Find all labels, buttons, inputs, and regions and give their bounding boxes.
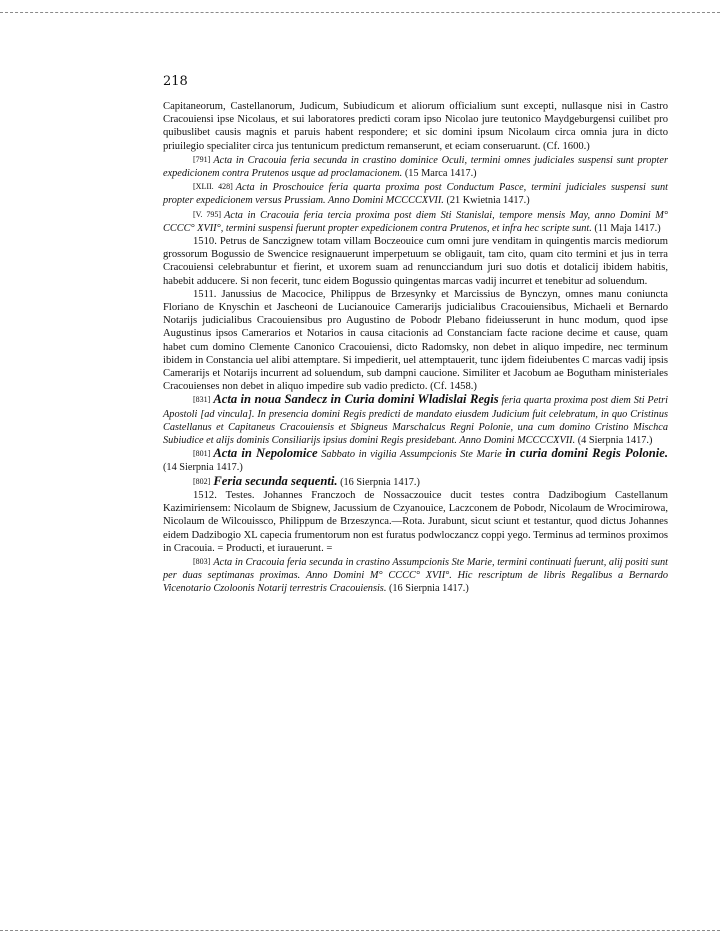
- page-body: [163, 100, 668, 596]
- page-number: 218: [163, 74, 188, 89]
- entry-1511: 1511. Janussius de Macocice, Philippus de Brzesynky et Marcissius de Bynczyn, omnes manu coniuncta Floriano de Knyschin et Jascheoni de Lucianouice Camerarijs judicialibus Cracouiensibus, Michaeli et Bernardo Notarijs judicialibus Cracouiensibus pro Augustino de Pobodr Plebano fideiusserunt in hunc modum, quod ipse Augustinus ipsos Camerarios et Notarios in causa citacionis ad Constanciam facte racione decime et cause, quam habet cum domino Clemente Canonico Cracouiensi, dicto Radomsky, non debet in aliquo impedire, nec terminum ibidem in Constancia uel alibi attemptare. Si impedierit, uel attemptauerit, tunc ijdem fideiubentes C marcas vadij ipsis Camerarijs et Notarijs incurrent ad soluendum, sub dampni caucione. Similiter et Jacobum ae Bogutham ministeriales Cracouienses non debet in aliquo impedire sub vadio predicto. (Cf. 1458.): [163, 288, 668, 393]
- note-802: [802] Feria secunda sequenti. (16 Sierpnia 1417.): [193, 473, 420, 488]
- note-tag: [XLII. 428]: [193, 182, 233, 192]
- scan-edge-bottom: [0, 930, 720, 931]
- note-801: [801] Acta in Nepolomice Sabbato in vigilia Assumpcionis Ste Marie in curia domini Regis Polonie. (14 Sierpnia 1417.): [163, 446, 668, 474]
- entry-1512: 1512. Testes. Johannes Franczoch de Nossaczouice ducit testes contra Dadzibogium Castellanum Kazimiriensem: Nicolaum de Sbignew, Jacussium de Czyanouice, Laczconem de Pobodr, Nicolaum de Wrocimirowa, Nicolaum de Wilcouissco, Philippum de Brzeszynca.—Rota. Jurabunt, sicut sciunt et testantur, quod dictus Johannes eidem Dadzibogio XL capecia frumentorum non est furatus podwloczancz coppi yego. Terminus ad terminos proximos in Cracouia. = Producti, et iurauerunt. =: [163, 489, 668, 554]
- note-791: [791] Acta in Cracouia feria secunda in crastino dominice Oculi, termini omnes judiciales suspensi sunt propter expedicionem contra Prutenos usque ad proclamacionem. (15 Marca 1417.): [163, 154, 668, 180]
- note-tag: [802]: [193, 476, 211, 486]
- note-831: [831] Acta in noua Sandecz in Curia domini Wladislai Regis feria quarta proxima post diem Sti Petri Apostoli [ad vincula]. In presencia domini Regis predicti de mandato eiusdem Judicium fuit celebratum, in quo Cristinus Castellanus et Capitaneus Cracouiensis et Sbigneus Marschalcus Regni Polonie, una cum domino Cristino Mischca Subiudice et alijs dominis Consiliarijs ipsius domini Regis presidebant. Anno Domini MCCCCXVII. (4 Sierpnia 1417.): [163, 392, 668, 447]
- note-795: [V. 795] Acta in Cracouia feria tercia proxima post diem Sti Stanislai, tempore mensis May, anno Domini M° CCCC° XVII°, termini suspensi fuerunt propter expedicionem contra Prutenos, et infra hec scripte sunt. (11 Maja 1417.): [163, 209, 669, 234]
- note-tag: [791]: [193, 154, 211, 164]
- paragraph-continuation: Capitaneorum, Castellanorum, Judicum, Subiudicum et aliorum officialium sunt excepti, nullasque nisi in Castro Cracouiensi ipse Nicolaus, et sui laboratores predicti coram ipso Nicolao jure teutonico Maydgeburgensi cuilibet pro quibuslibet causis magnis et paruis habent respondere; et sic domini ipsum Nicolaum circa omnia jura in dicto priuilegio specialiter circa jus tentunicum predictum remanserunt, et eciam conseruarunt. (Cf. 1600.): [163, 101, 668, 152]
- note-tag: [803]: [193, 556, 211, 566]
- scan-edge-top: [0, 12, 720, 13]
- note-428: [XLII. 428] Acta in Proschouice feria quarta proxima post Conductum Pasce, termini judiciales suspensi sunt propter expedicionem versus Prussiam. Anno Domini MCCCCXVII. (21 Kwietnia 1417.): [163, 182, 668, 207]
- note-tag: [801]: [193, 449, 211, 459]
- entry-1510: 1510. Petrus de Sanczignew totam villam Boczeouice cum omni jure venditam in quingentis marcis mediorum grossorum Bogussio de Swencice resignauerunt imperpetuum se obligauit, tam cito, quam cito termini et jus in terra Cracouiensi celebrabuntur et fierint, et uxorem suam ad renuncciandum juri suo dotis et dotalicij ibidem habitis, habebit adducere. Si non fecerit, tunc eidem Bogussio quingentas marcas vadij incurret et tenebitur ad soluendum.: [163, 236, 668, 287]
- note-803: [803] Acta in Cracouia feria secunda in crastino Assumpcionis Ste Marie, termini continuati fuerunt, alij positi sunt per duas septimanas proximas. Anno Domini M° CCCC° XVII°. Hic rescriptum de libris Regalibus a Bernardo Vicenotario Czoloonis Notarij terrestris Cracouiensis. (16 Sierpnia 1417.): [163, 556, 668, 595]
- note-tag: [V. 795]: [193, 209, 222, 219]
- note-tag: [831]: [193, 395, 211, 405]
